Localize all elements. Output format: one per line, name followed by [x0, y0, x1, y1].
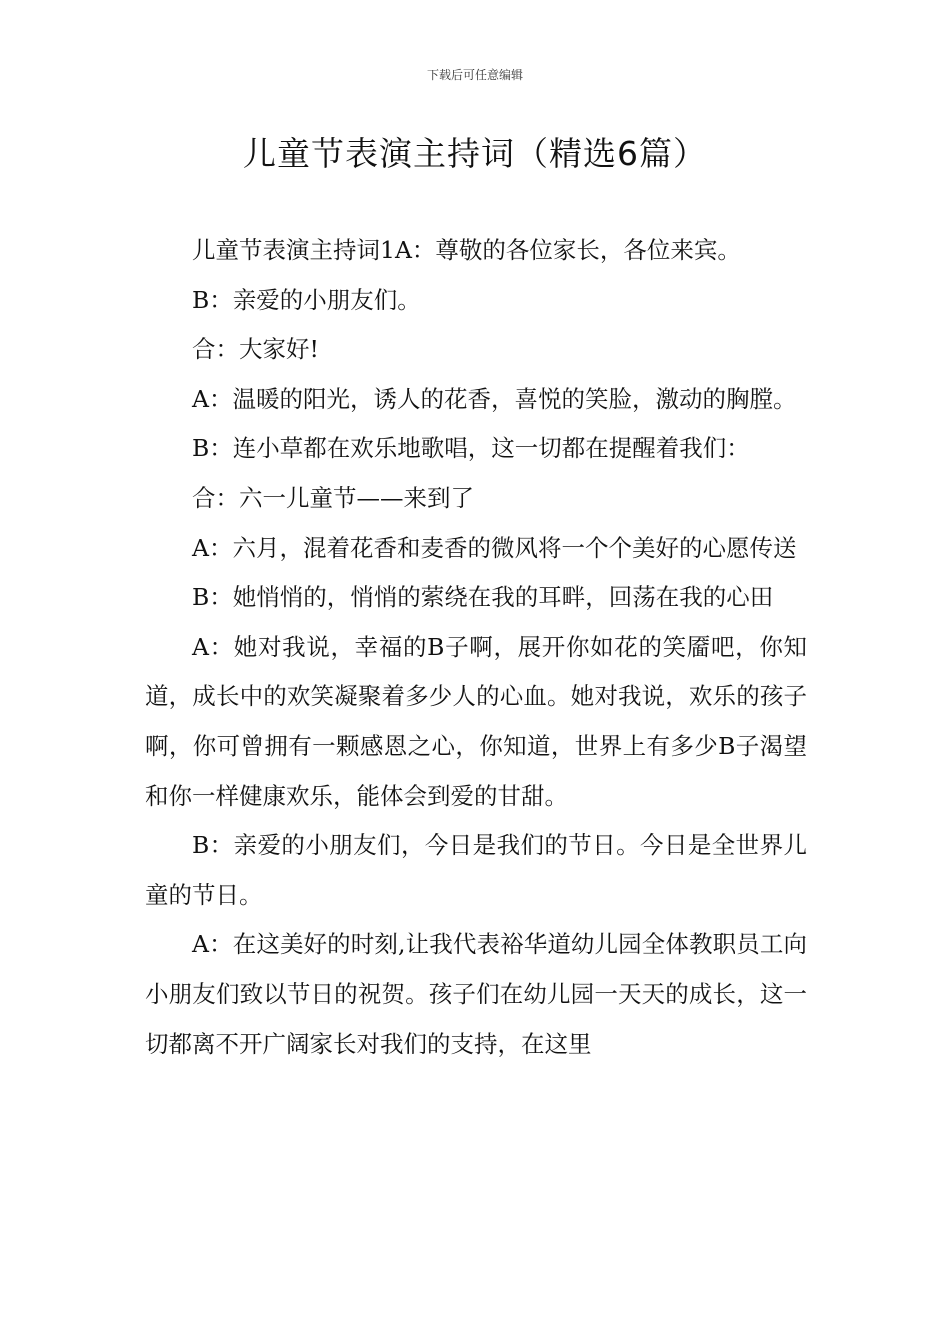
paragraph: B：她悄悄的，悄悄的萦绕在我的耳畔，回荡在我的心田: [192, 583, 774, 612]
paragraph: A：温暖的阳光，诱人的花香，喜悦的笑脸，激动的胸膛。: [192, 384, 797, 413]
paragraph: 合：六一儿童节——来到了: [192, 483, 474, 512]
paragraph: B：连小草都在欢乐地歌唱，这一切都在提醒着我们：: [192, 434, 750, 463]
document-body: [145, 226, 807, 1069]
document-title: 儿童节表演主持词（精选6篇）: [243, 134, 707, 173]
paragraph: A：六月，混着花香和麦香的微风将一个个美好的心愿传送: [192, 533, 797, 562]
paragraph: A：在这美好的时刻,让我代表裕华道幼儿园全体教职员工向小朋友们致以节日的祝贺。孩子们在幼儿园一天天的成长，这一切都离不开广阔家长对我们的支持，在这里: [145, 930, 807, 1058]
header-note: 下载后可任意编辑: [426, 68, 523, 82]
paragraph: 儿童节表演主持词1A：尊敬的各位家长，各位来宾。: [192, 236, 741, 264]
paragraph: B：亲爱的小朋友们。: [192, 285, 421, 314]
paragraph: 合：大家好!: [192, 335, 319, 364]
paragraph: B：亲爱的小朋友们，今日是我们的节日。今日是全世界儿童的节日。: [145, 831, 807, 909]
paragraph: A：她对我说，幸福的B子啊，展开你如花的笑靥吧，你知道，成长中的欢笑凝聚着多少人的心血。她对我说，欢乐的孩子啊，你可曾拥有一颗感恩之心，你知道，世界上有多少B子渴望和你一样健康欢乐，能体会到爱的甘甜。: [145, 632, 807, 810]
